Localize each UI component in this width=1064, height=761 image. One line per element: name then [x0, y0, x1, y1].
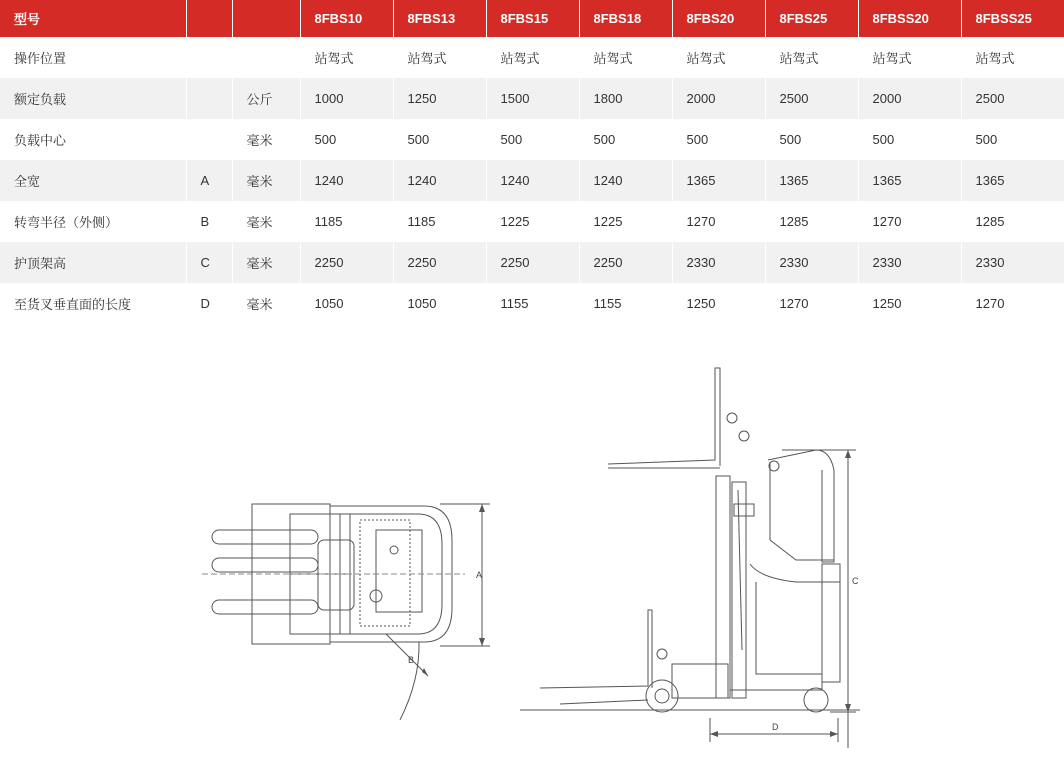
table-cell-8fbs18: 1240	[579, 160, 672, 201]
header-row	[0, 0, 1064, 37]
table-cell-8fbss20: 1365	[858, 160, 961, 201]
table-cell-8fbss25: 2330	[961, 242, 1064, 283]
table-cell-8fbs15: 500	[486, 119, 579, 160]
table-cell-8fbs13: 1240	[393, 160, 486, 201]
dimension-label-c: C	[852, 576, 859, 586]
dimension-label-a: A	[476, 570, 483, 580]
lowered-fork	[540, 610, 652, 688]
table-cell-code: D	[186, 283, 232, 324]
table-cell-8fbs25: 500	[765, 119, 858, 160]
table-cell-8fbs18: 站驾式	[579, 37, 672, 78]
table-cell-8fbss25: 2500	[961, 78, 1064, 119]
header-cell-8fbs18: 8FBS18	[579, 0, 672, 37]
table-cell-unit: 公斤	[232, 78, 300, 119]
table-cell-8fbs20: 2000	[672, 78, 765, 119]
header-cell-8fbss20: 8FBSS20	[858, 0, 961, 37]
table-cell-8fbs10: 500	[300, 119, 393, 160]
turning-radius-arc	[400, 642, 419, 720]
table-cell-label: 护顶架高	[0, 242, 186, 283]
table-cell-unit: 毫米	[232, 201, 300, 242]
header-cell-8fbs10: 8FBS10	[300, 0, 393, 37]
table-cell-8fbss25: 1365	[961, 160, 1064, 201]
table-cell-unit: 毫米	[232, 283, 300, 324]
table-cell-code	[186, 78, 232, 119]
table-cell-unit: 毫米	[232, 242, 300, 283]
table-cell-8fbss25: 1270	[961, 283, 1064, 324]
table-cell-8fbs25: 1270	[765, 283, 858, 324]
table-cell-8fbs20: 站驾式	[672, 37, 765, 78]
table-cell-code: A	[186, 160, 232, 201]
table-cell-code: C	[186, 242, 232, 283]
table-cell-8fbs15: 1225	[486, 201, 579, 242]
table-row	[0, 78, 1064, 119]
raised-fork	[608, 368, 720, 466]
table-cell-8fbs25: 站驾式	[765, 37, 858, 78]
table-cell-code: B	[186, 201, 232, 242]
table-cell-8fbs20: 500	[672, 119, 765, 160]
header-cell-model: 型号	[0, 0, 186, 37]
table-cell-8fbs20: 2330	[672, 242, 765, 283]
header-cell-8fbs25: 8FBS25	[765, 0, 858, 37]
table-cell-8fbs10: 1000	[300, 78, 393, 119]
table-cell-8fbss25: 站驾式	[961, 37, 1064, 78]
table-cell-8fbss20: 站驾式	[858, 37, 961, 78]
table-cell-8fbs25: 2500	[765, 78, 858, 119]
table-row	[0, 201, 1064, 242]
overhead-guard	[768, 450, 834, 562]
table-cell-code	[186, 37, 232, 78]
table-cell-8fbs13: 500	[393, 119, 486, 160]
table-cell-8fbs25: 1285	[765, 201, 858, 242]
table-cell-unit: 毫米	[232, 160, 300, 201]
table-cell-8fbs10: 1240	[300, 160, 393, 201]
table-cell-label: 负载中心	[0, 119, 186, 160]
table-cell-8fbs18: 2250	[579, 242, 672, 283]
table-cell-8fbss20: 1270	[858, 201, 961, 242]
rear-wheel	[804, 688, 828, 712]
table-cell-8fbss20: 2000	[858, 78, 961, 119]
table-cell-8fbs20: 1365	[672, 160, 765, 201]
side-view-diagram	[500, 350, 1060, 761]
table-cell-8fbs20: 1270	[672, 201, 765, 242]
table-cell-8fbs18: 1800	[579, 78, 672, 119]
table-cell-8fbss20: 1250	[858, 283, 961, 324]
table-header	[0, 0, 1064, 37]
table-cell-8fbss20: 500	[858, 119, 961, 160]
table-cell-code	[186, 119, 232, 160]
table-row	[0, 283, 1064, 324]
table-cell-8fbs15: 1155	[486, 283, 579, 324]
table-row	[0, 37, 1064, 78]
header-cell-code	[186, 0, 232, 37]
table-cell-unit	[232, 37, 300, 78]
spec-table	[0, 0, 1064, 324]
table-row	[0, 160, 1064, 201]
table-cell-8fbs20: 1250	[672, 283, 765, 324]
header-cell-8fbs13: 8FBS13	[393, 0, 486, 37]
table-cell-unit: 毫米	[232, 119, 300, 160]
front-wheel	[646, 680, 678, 712]
header-cell-8fbss25: 8FBSS25	[961, 0, 1064, 37]
table-cell-label: 额定负载	[0, 78, 186, 119]
table-cell-8fbss25: 1285	[961, 201, 1064, 242]
table-cell-8fbs10: 1185	[300, 201, 393, 242]
table-cell-8fbs10: 1050	[300, 283, 393, 324]
table-cell-8fbs25: 2330	[765, 242, 858, 283]
table-cell-label: 全宽	[0, 160, 186, 201]
table-cell-8fbs25: 1365	[765, 160, 858, 201]
table-cell-label: 转弯半径（外侧）	[0, 201, 186, 242]
table-cell-label: 至货叉垂直面的长度	[0, 283, 186, 324]
table-cell-8fbs13: 站驾式	[393, 37, 486, 78]
table-cell-8fbs10: 站驾式	[300, 37, 393, 78]
table-row	[0, 119, 1064, 160]
forks-top	[212, 530, 318, 614]
table-cell-label: 操作位置	[0, 37, 186, 78]
dimension-label-d: D	[772, 722, 779, 732]
table-cell-8fbs15: 2250	[486, 242, 579, 283]
table-cell-8fbs18: 1155	[579, 283, 672, 324]
table-cell-8fbs18: 500	[579, 119, 672, 160]
table-cell-8fbs15: 1500	[486, 78, 579, 119]
table-cell-8fbs10: 2250	[300, 242, 393, 283]
table-body	[0, 37, 1064, 324]
table-cell-8fbs15: 站驾式	[486, 37, 579, 78]
dimension-diagrams	[0, 350, 1064, 761]
header-cell-8fbs15: 8FBS15	[486, 0, 579, 37]
header-cell-unit	[232, 0, 300, 37]
table-cell-8fbss20: 2330	[858, 242, 961, 283]
dimension-label-b: B	[408, 655, 415, 665]
table-cell-8fbs13: 2250	[393, 242, 486, 283]
table-cell-8fbs15: 1240	[486, 160, 579, 201]
table-cell-8fbs13: 1185	[393, 201, 486, 242]
table-cell-8fbss25: 500	[961, 119, 1064, 160]
table-row	[0, 242, 1064, 283]
table-cell-8fbs18: 1225	[579, 201, 672, 242]
header-cell-8fbs20: 8FBS20	[672, 0, 765, 37]
table-cell-8fbs13: 1250	[393, 78, 486, 119]
table-cell-8fbs13: 1050	[393, 283, 486, 324]
